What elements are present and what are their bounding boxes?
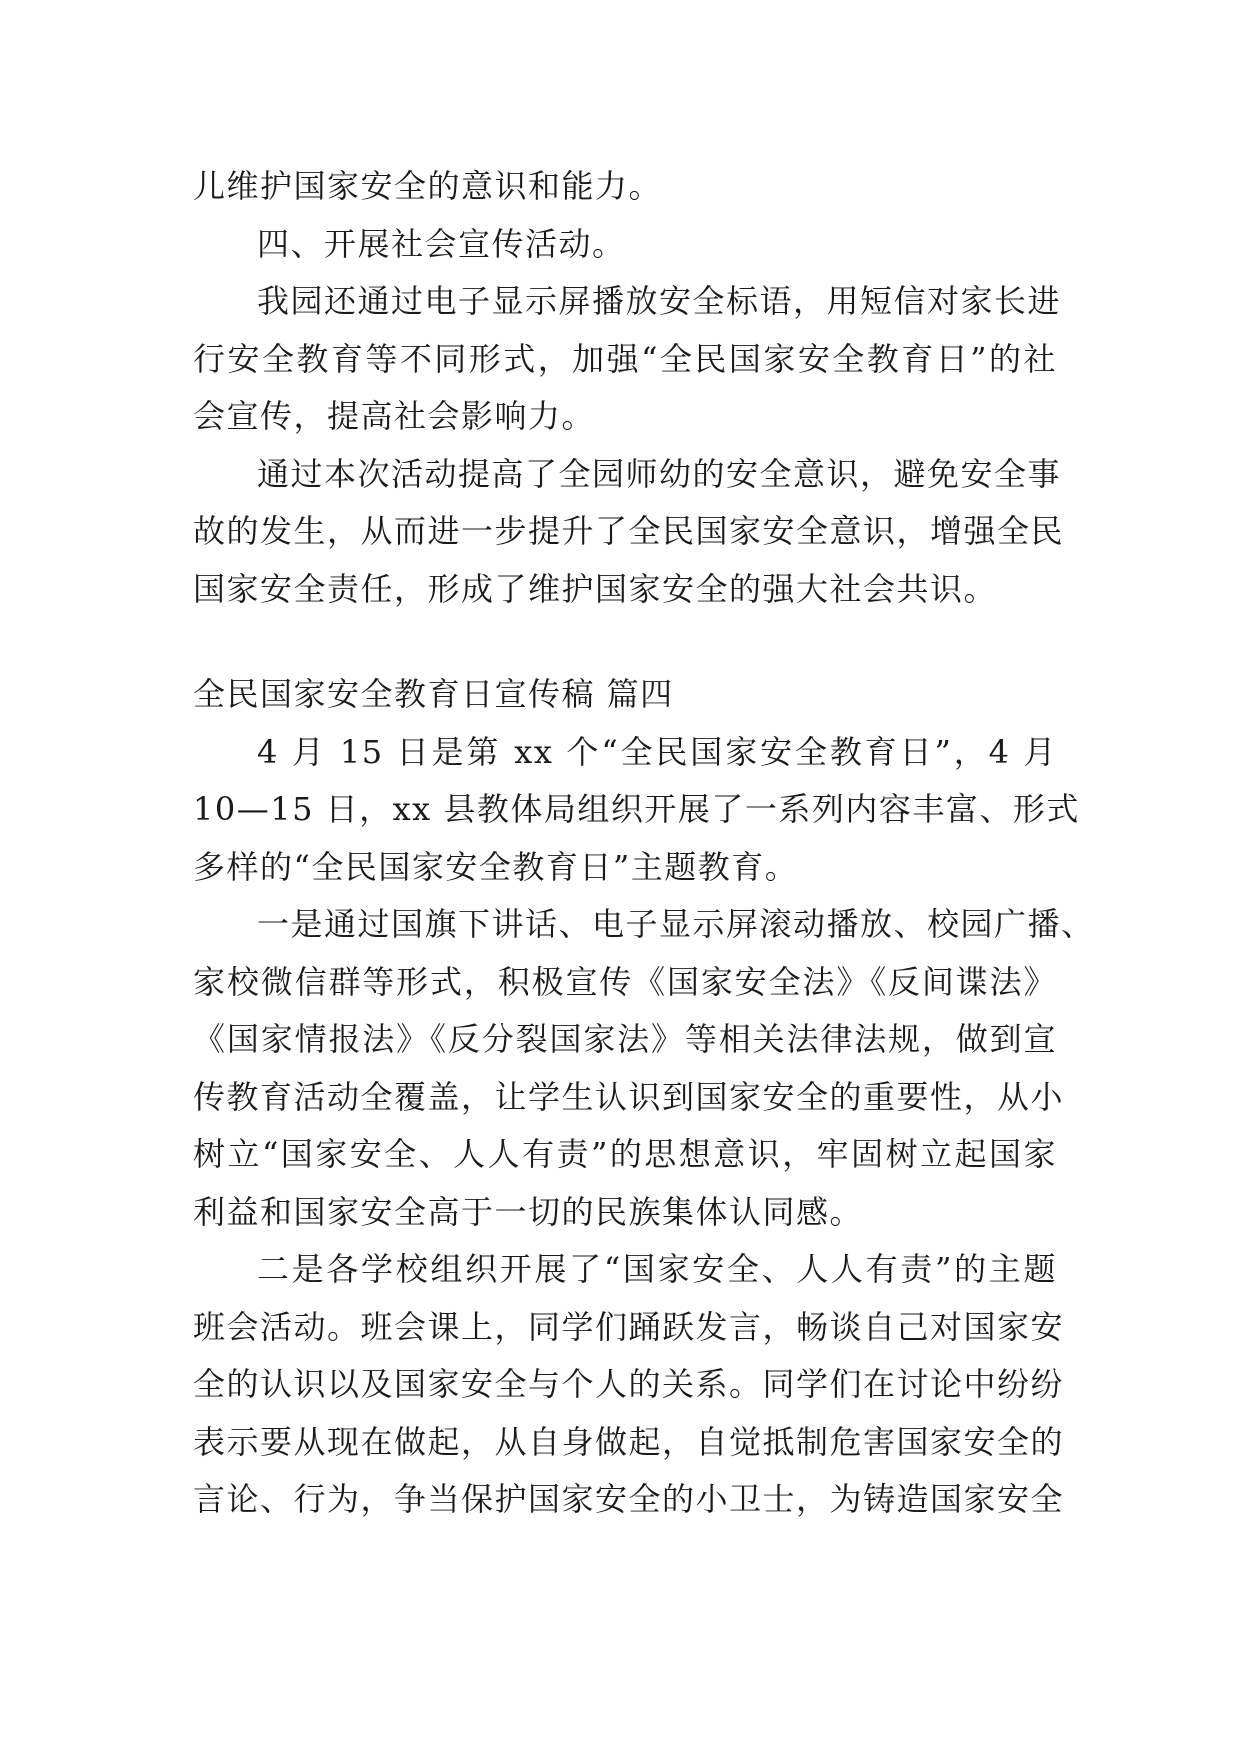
text-line: 全的认识以及国家安全与个人的关系。同学们在讨论中纷纷: [193, 1365, 1065, 1403]
text-line: 我园还通过电子显示屏播放安全标语，用短信对家长进: [257, 282, 1062, 320]
text-line: 通过本次活动提高了全园师幼的安全意识，避免安全事: [257, 454, 1062, 493]
text-line: 《国家情报法》《反分裂国家法》等相关法律法规，做到宣: [193, 1020, 1057, 1058]
paragraph-social-publicity: [193, 273, 1062, 446]
paragraph-intro: [193, 724, 1080, 897]
text-line: 4 月 15 日是第 xx 个“全民国家安全教育日”，4 月: [257, 732, 1057, 771]
text-line: 利益和国家安全高于一切的民族集体认同感。: [193, 1192, 864, 1231]
text-line: 言论、行为，争当保护国家安全的小卫士，为铸造国家安全: [193, 1480, 1065, 1518]
heading-text: 全民国家安全教育日宣传稿 篇四: [193, 675, 674, 713]
text-line: 故的发生，从而进一步提升了全民国家安全意识，增强全民: [193, 512, 1065, 550]
paragraph-summary: [193, 446, 1065, 619]
paragraph-first-measure: [193, 896, 1095, 1241]
text-line: 四、开展社会宣传活动。: [257, 224, 626, 263]
text-line: 一是通过国旗下讲话、电子显示屏滚动播放、校园广播、: [257, 905, 1095, 943]
document-body: [193, 158, 1095, 1529]
paragraph-second-measure: [193, 1241, 1065, 1529]
text-line: 树立“国家安全、人人有责”的思想意识，牢固树立起国家: [193, 1135, 1057, 1173]
text-line: 儿维护国家安全的意识和能力。: [193, 167, 663, 205]
text-line: 会宣传，提高社会影响力。: [193, 397, 596, 435]
text-line: 多样的“全民国家安全教育日”主题教育。: [193, 847, 799, 886]
section-heading: [193, 666, 1057, 724]
text-line: 表示要从现在做起，从自身做起，自觉抵制危害国家安全的: [193, 1422, 1065, 1461]
text-line: 10—15 日，xx 县教体局组织开展了一系列内容丰富、形式: [193, 790, 1080, 828]
text-line: 班会活动。班会课上，同学们踊跃发言，畅谈自己对国家安: [193, 1307, 1065, 1346]
paragraph-continuation: [193, 158, 1057, 216]
text-line: 国家安全责任，形成了维护国家安全的强大社会共识。: [193, 569, 998, 608]
text-line: 传教育活动全覆盖，让学生认识到国家安全的重要性，从小: [193, 1077, 1065, 1116]
section-four-title: [193, 216, 1057, 274]
text-line: 行安全教育等不同形式，加强“全民国家安全教育日”的社: [193, 339, 1057, 378]
text-line: 二是各学校组织开展了“国家安全、人人有责”的主题: [257, 1250, 1057, 1288]
text-line: 家校微信群等形式，积极宣传《国家安全法》《反间谍法》: [193, 962, 1057, 1001]
